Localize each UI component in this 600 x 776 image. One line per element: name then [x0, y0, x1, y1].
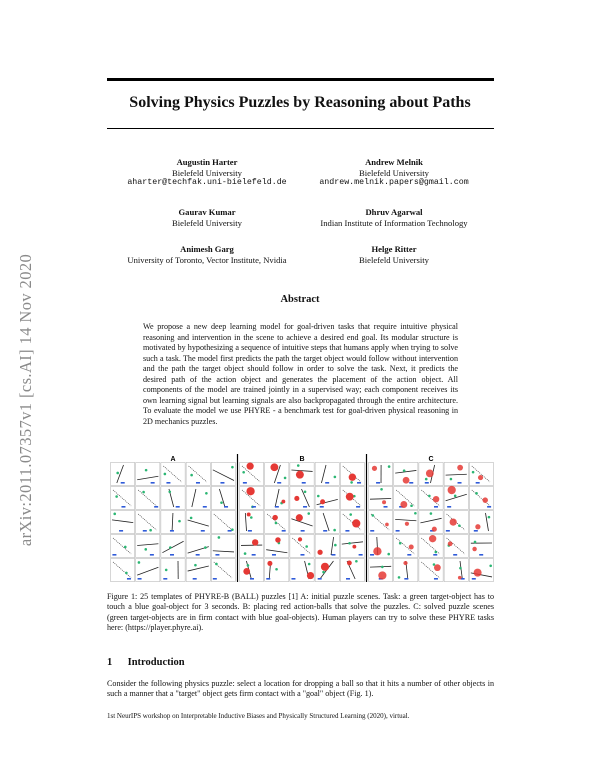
- action-ball: [275, 537, 280, 542]
- goal-object: [201, 530, 205, 532]
- goal-object: [143, 530, 147, 532]
- goal-object: [425, 482, 429, 484]
- target-ball: [458, 524, 461, 527]
- action-ball: [475, 524, 480, 529]
- target-ball: [304, 490, 307, 493]
- goal-object: [243, 482, 247, 484]
- author-block: [279, 244, 509, 265]
- puzzle-wall: [321, 465, 326, 483]
- goal-object: [407, 554, 411, 556]
- goal-object: [252, 554, 256, 556]
- action-ball: [405, 522, 409, 526]
- action-ball: [433, 496, 439, 502]
- target-ball: [454, 495, 457, 498]
- panel-label: A: [170, 456, 176, 463]
- puzzle-ramp: [472, 490, 490, 506]
- abstract-text: We propose a new deep learning model for goal-driven tasks that require intuitive physical reasoning and intervention in the scene to achieve a desired end goal. Its modular structure is motivated by hypothesizing a sequence of intuitive steps that humans apply when trying to solve such a task. The model first predicts the path the target object would follow without intervention and the path the target object should follow in order to solve the task. Next, it predicts the desired path of the action object and generates the placement of the action object. All components of the model are trained jointly in a supervised way; each component receives its own learning signal but learning signals are also backpropagated through the entire architecture. To evaluate the model we use PHYRE - a benchmark test for goal-driven physical reasoning in 2D mechanics puzzles.: [143, 322, 458, 426]
- author-email: aharter@techfak.uni-bielefeld.de: [127, 178, 287, 187]
- author-name: Andrew Melnik: [365, 157, 423, 167]
- target-ball: [308, 563, 311, 566]
- target-ball: [194, 564, 197, 567]
- target-ball: [275, 522, 278, 525]
- goal-object: [275, 506, 279, 508]
- puzzle-ramp: [138, 490, 156, 506]
- action-ball: [320, 499, 325, 504]
- paper-title: Solving Physics Puzzles by Reasoning about Paths: [129, 94, 471, 111]
- puzzle-bar: [291, 470, 312, 471]
- puzzle-cell: [469, 511, 493, 534]
- target-ball: [115, 495, 118, 498]
- action-ball: [246, 487, 254, 495]
- goal-object: [487, 506, 491, 508]
- goal-object: [409, 482, 413, 484]
- puzzle-wall: [219, 489, 225, 507]
- goal-object: [266, 578, 270, 580]
- title-bottom-rule: [107, 128, 494, 129]
- panel-label: B: [299, 456, 305, 463]
- target-ball: [425, 478, 428, 481]
- target-ball: [489, 564, 492, 567]
- goal-object: [121, 482, 125, 484]
- action-ball: [373, 547, 381, 555]
- puzzle-ramp: [371, 514, 389, 530]
- action-ball: [307, 572, 314, 579]
- goal-object: [318, 578, 322, 580]
- action-ball: [426, 469, 434, 477]
- puzzle-ramp: [113, 538, 131, 554]
- goal-object: [196, 482, 200, 484]
- goal-object: [434, 506, 438, 508]
- target-ball: [205, 492, 208, 495]
- goal-object: [472, 578, 476, 580]
- puzzle-bar: [162, 541, 183, 552]
- goal-object: [163, 578, 167, 580]
- puzzle-ramp: [113, 562, 131, 578]
- target-ball: [220, 501, 223, 504]
- venue-footnote: 1st NeurIPS workshop on Interpretable Inductive Biases and Physically Structured Learning (2020), virtual.: [107, 712, 410, 720]
- target-ball: [244, 552, 247, 555]
- goal-object: [220, 482, 224, 484]
- puzzle-bar: [420, 518, 441, 523]
- goal-object: [215, 554, 219, 556]
- action-ball: [432, 527, 437, 532]
- target-ball: [284, 477, 287, 480]
- puzzle-wall: [245, 513, 246, 531]
- target-ball: [488, 516, 491, 519]
- action-ball: [448, 486, 456, 494]
- target-ball: [428, 495, 431, 498]
- target-ball: [475, 492, 478, 495]
- target-ball: [381, 566, 384, 569]
- action-ball: [472, 547, 476, 551]
- target-ball: [334, 544, 337, 547]
- target-ball: [399, 542, 402, 545]
- puzzle-cell: [444, 559, 468, 582]
- goal-object: [301, 530, 305, 532]
- puzzle-wall: [192, 489, 196, 507]
- target-ball: [472, 471, 475, 474]
- puzzle-ramp: [214, 514, 232, 530]
- action-ball: [385, 523, 389, 527]
- puzzle-bar: [395, 519, 416, 520]
- target-ball: [247, 564, 250, 567]
- goal-object: [272, 554, 276, 556]
- author-affiliation: Indian Institute of Information Technology: [320, 217, 468, 228]
- goal-object: [170, 554, 174, 556]
- goal-object: [250, 578, 254, 580]
- goal-object: [228, 530, 232, 532]
- section-title: Introduction: [127, 657, 185, 668]
- target-ball: [231, 466, 234, 469]
- goal-object: [453, 554, 457, 556]
- puzzle-bar: [213, 551, 234, 552]
- action-ball: [458, 576, 462, 580]
- target-ball: [168, 490, 171, 493]
- author-affiliation: Bielefeld University: [172, 167, 242, 178]
- target-ball: [387, 553, 390, 556]
- action-ball: [457, 465, 463, 471]
- goal-object: [277, 482, 281, 484]
- target-ball: [398, 576, 401, 579]
- goal-object: [176, 506, 180, 508]
- goal-object: [396, 530, 400, 532]
- action-ball: [247, 512, 251, 516]
- target-ball: [410, 504, 413, 507]
- puzzle-cell: [136, 463, 160, 486]
- author-name: Gaurav Kumar: [178, 207, 236, 217]
- goal-object: [302, 482, 306, 484]
- goal-object: [248, 530, 252, 532]
- goal-object: [370, 554, 374, 556]
- puzzle-cell: [136, 535, 160, 558]
- target-ball: [333, 529, 336, 532]
- target-ball: [215, 563, 218, 566]
- goal-object: [433, 554, 437, 556]
- author-name: Animesh Garg: [180, 244, 234, 254]
- puzzle-wall: [323, 513, 329, 531]
- target-ball: [317, 495, 320, 498]
- goal-object: [166, 482, 170, 484]
- puzzle-bar: [137, 544, 158, 546]
- goal-object: [213, 578, 217, 580]
- author-affiliation: University of Toronto, Vector Institute, Nvidia: [127, 254, 287, 265]
- target-ball: [164, 473, 167, 476]
- goal-object: [170, 530, 174, 532]
- target-ball: [388, 465, 391, 468]
- puzzle-bar: [137, 476, 158, 479]
- author-name: Helge Ritter: [371, 244, 417, 254]
- puzzle-bar: [137, 567, 158, 575]
- goal-object: [346, 578, 350, 580]
- puzzle-bar: [213, 470, 234, 481]
- goal-object: [119, 530, 123, 532]
- target-ball: [322, 571, 325, 574]
- goal-object: [447, 506, 451, 508]
- action-ball: [474, 569, 482, 577]
- action-ball: [346, 493, 354, 501]
- puzzle-bar: [370, 566, 391, 567]
- action-ball: [478, 475, 483, 480]
- puzzle-bar: [342, 542, 363, 544]
- goal-object: [121, 506, 125, 508]
- goal-object: [127, 578, 131, 580]
- target-ball: [204, 546, 207, 549]
- action-ball: [429, 535, 436, 542]
- target-ball: [145, 469, 148, 472]
- puzzle-wall: [275, 489, 279, 507]
- target-ball: [348, 542, 351, 545]
- introduction-text: Consider the following physics puzzle: select a location for dropping a ball so that it hits a number of other objects in such a manner that a "target" object gets firm contact with a "goal" object (Fig. 1).: [107, 679, 494, 699]
- target-ball: [116, 472, 119, 475]
- target-ball: [474, 541, 477, 544]
- goal-object: [356, 506, 360, 508]
- puzzle-ramp: [138, 514, 156, 530]
- action-ball: [403, 561, 407, 565]
- puzzle-cell: [186, 511, 210, 534]
- author-email: andrew.melnik.papers@gmail.com: [319, 178, 469, 187]
- puzzle-bar: [370, 499, 391, 500]
- action-ball: [349, 474, 356, 481]
- target-ball: [113, 513, 116, 516]
- puzzle-bar: [446, 474, 467, 475]
- goal-object: [300, 554, 304, 556]
- target-ball: [218, 536, 221, 539]
- goal-object: [224, 506, 228, 508]
- goal-object: [479, 554, 483, 556]
- goal-object: [196, 554, 200, 556]
- goal-object: [291, 578, 295, 580]
- target-ball: [430, 512, 433, 515]
- action-ball: [294, 496, 299, 501]
- target-ball: [149, 529, 152, 532]
- action-ball: [272, 515, 277, 520]
- goal-object: [154, 506, 158, 508]
- target-ball: [142, 491, 145, 494]
- puzzle-ramp: [113, 490, 131, 506]
- figure-caption: Figure 1: 25 templates of PHYRE-B (BALL) puzzles [1] A: initial puzzle scenes. Task: a green target-object has to touch a blue goal-object for 3 seconds. B: placing red action-balls that solve the puzzles. C: solved puzzle scenes (green target-objects are in firm contact with blue goal-objects). Human players can try to solve these PHYRE tasks here: (https://player.phyre.ai).: [107, 592, 494, 633]
- target-ball: [334, 476, 337, 479]
- author-block: [279, 157, 509, 189]
- goal-object: [376, 482, 380, 484]
- action-ball: [270, 463, 278, 471]
- goal-object: [357, 482, 361, 484]
- goal-object: [150, 554, 154, 556]
- puzzle-cell: [161, 487, 185, 510]
- action-ball: [267, 561, 272, 566]
- puzzle-bar: [395, 470, 416, 473]
- action-ball: [298, 537, 302, 541]
- goal-object: [252, 506, 256, 508]
- action-ball: [434, 564, 441, 571]
- target-ball: [138, 561, 141, 564]
- target-ball: [275, 568, 278, 571]
- puzzle-bar: [112, 520, 133, 523]
- action-ball: [352, 545, 356, 549]
- puzzle-bar: [317, 499, 338, 504]
- action-ball: [448, 541, 453, 546]
- action-ball: [372, 466, 377, 471]
- action-ball: [296, 471, 304, 479]
- phyre-puzzle-figure: [110, 454, 494, 584]
- action-ball: [296, 514, 303, 521]
- goal-object: [203, 506, 207, 508]
- action-ball: [247, 463, 254, 470]
- puzzle-cell: [240, 535, 264, 558]
- target-ball: [350, 481, 353, 484]
- action-ball: [352, 519, 360, 527]
- puzzle-wall: [172, 513, 173, 531]
- action-ball: [243, 568, 250, 575]
- goal-object: [370, 530, 374, 532]
- puzzle-bar: [266, 550, 287, 553]
- goal-object: [323, 530, 327, 532]
- puzzle-cell: [211, 487, 235, 510]
- author-block: [279, 207, 509, 228]
- target-ball: [435, 551, 438, 554]
- puzzle-cell: [211, 535, 235, 558]
- title-top-rule: [107, 78, 494, 81]
- goal-object: [446, 530, 450, 532]
- goal-object: [151, 482, 155, 484]
- target-ball: [144, 548, 147, 551]
- action-ball: [450, 518, 457, 525]
- puzzle-wall: [485, 513, 488, 531]
- goal-object: [138, 578, 142, 580]
- target-ball: [169, 546, 172, 549]
- section-number: 1: [107, 657, 113, 668]
- panel-label: C: [428, 456, 434, 463]
- goal-object: [331, 554, 335, 556]
- action-ball: [382, 500, 386, 504]
- goal-object: [458, 482, 462, 484]
- action-ball: [378, 571, 386, 579]
- goal-object: [384, 506, 388, 508]
- target-ball: [349, 513, 352, 516]
- target-ball: [450, 478, 453, 481]
- goal-object: [404, 578, 408, 580]
- goal-object: [320, 506, 324, 508]
- author-affiliation: Bielefeld University: [172, 217, 242, 228]
- action-ball: [403, 477, 410, 484]
- puzzle-wall: [331, 537, 334, 555]
- action-ball: [347, 560, 352, 565]
- puzzle-cell: [340, 559, 364, 582]
- goal-object: [359, 554, 363, 556]
- action-ball: [281, 500, 285, 504]
- puzzle-cell: [315, 487, 339, 510]
- goal-object: [193, 578, 197, 580]
- goal-object: [325, 482, 329, 484]
- target-ball: [190, 474, 193, 477]
- goal-object: [303, 506, 307, 508]
- target-ball: [305, 545, 308, 548]
- author-affiliation: Bielefeld University: [359, 254, 429, 265]
- target-ball: [250, 516, 253, 519]
- target-ball: [372, 514, 375, 517]
- goal-object: [434, 578, 438, 580]
- target-ball: [355, 560, 358, 563]
- goal-object: [474, 530, 478, 532]
- author-name: Augustin Harter: [176, 157, 238, 167]
- author-name: Dhruv Agarwal: [365, 207, 423, 217]
- target-ball: [242, 471, 245, 474]
- action-ball: [482, 497, 488, 503]
- goal-object: [112, 554, 116, 556]
- target-ball: [297, 464, 300, 467]
- action-ball: [252, 539, 258, 545]
- puzzle-bar: [188, 520, 209, 526]
- goal-object: [345, 530, 349, 532]
- target-ball: [307, 512, 310, 515]
- author-affiliation: Bielefeld University: [359, 167, 429, 178]
- target-ball: [190, 517, 193, 520]
- puzzle-cell: [186, 559, 210, 582]
- abstract-heading: Abstract: [280, 294, 320, 305]
- arxiv-identifier: arXiv:2011.07357v1 [cs.AI] 14 Nov 2020: [16, 253, 35, 547]
- target-ball: [414, 512, 417, 515]
- target-ball: [165, 569, 168, 572]
- puzzle-bar: [188, 566, 209, 571]
- action-ball: [409, 544, 414, 549]
- target-ball: [125, 572, 128, 575]
- target-ball: [380, 488, 383, 491]
- goal-object: [476, 482, 480, 484]
- target-ball: [459, 567, 462, 570]
- target-ball: [178, 520, 181, 523]
- goal-object: [282, 530, 286, 532]
- target-ball: [433, 563, 436, 566]
- action-ball: [400, 501, 407, 508]
- action-ball: [321, 563, 329, 571]
- action-ball: [317, 550, 322, 555]
- target-ball: [403, 469, 406, 472]
- section-heading: [107, 657, 185, 668]
- target-ball: [124, 546, 127, 549]
